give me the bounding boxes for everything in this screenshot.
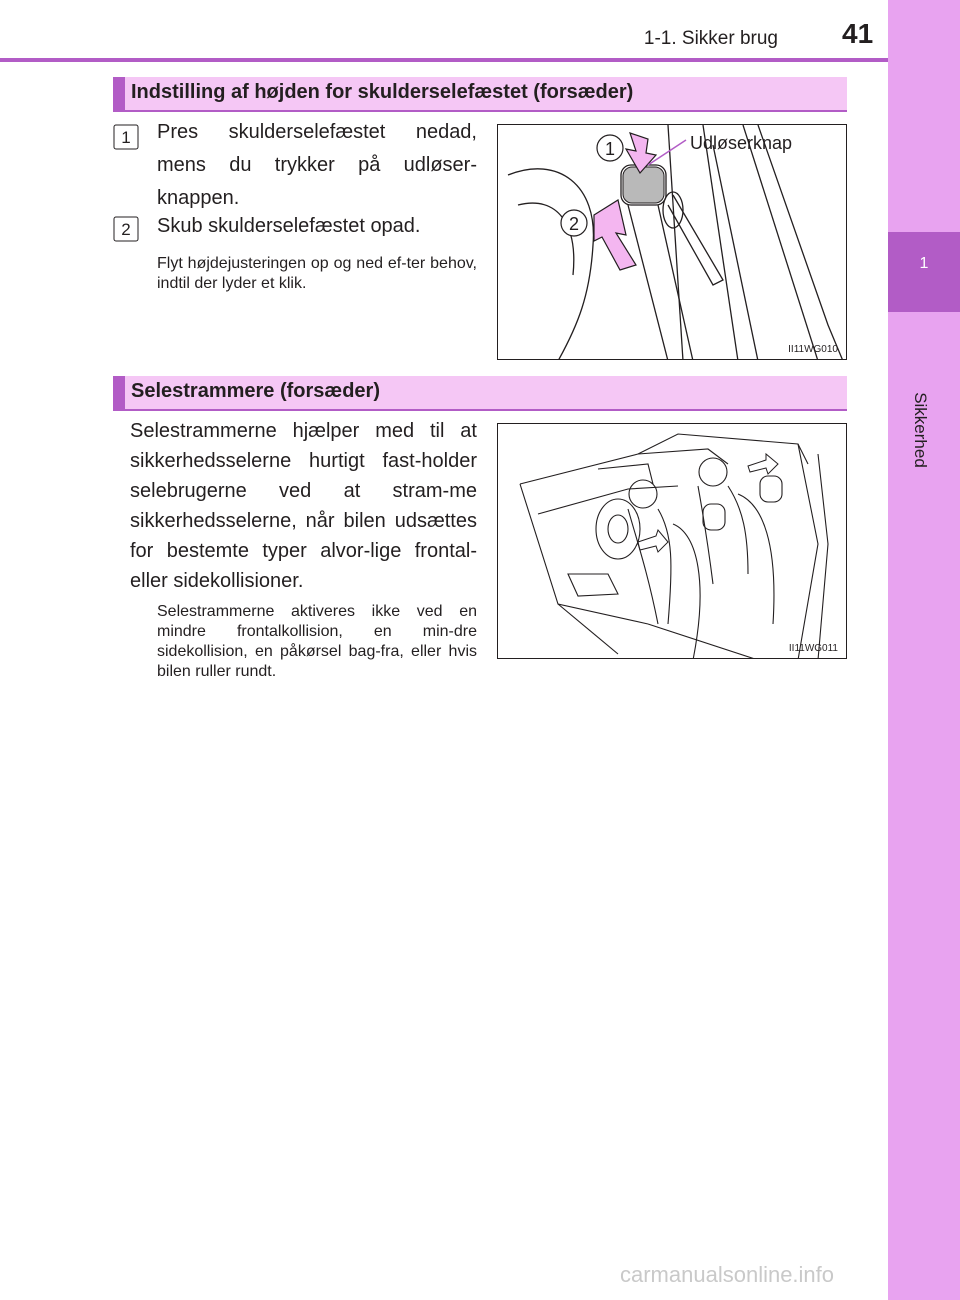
- chapter-label: Sikkerhed: [911, 392, 930, 468]
- figure-code: II11WG011: [788, 643, 838, 654]
- chapter-label-wrap: [908, 372, 932, 492]
- section2-note: Selestrammerne aktiveres ikke ved en mindre frontalkollision, en min-dre sidekollision, en påkørsel bag-fra, eller hvis bilen ruller rundt.: [157, 603, 477, 680]
- figure-code: II11WG010: [788, 344, 838, 355]
- svg-text:2: 2: [121, 220, 131, 239]
- page-number: 41: [842, 18, 874, 49]
- release-button-callout: Udløserknap: [690, 133, 793, 153]
- shoulder-anchor-illustration: [498, 125, 847, 360]
- figure-marker-1: 1: [604, 139, 616, 159]
- step-number-1: [113, 124, 139, 150]
- section2-body: Selestrammerne hjælper med til at sikkerhedsselerne hurtigt fast-holder selebrugerne ved at stram-me sikkerhedsselerne, når bilen udsættes for bestemte typer alvor-lige frontal- eller sidekollisioner.: [130, 420, 477, 592]
- step-1-text: Pres skulderselefæstet nedad, mens du trykker på udløser-knappen.: [157, 121, 477, 209]
- section1-note: Flyt højdejusteringen op og ned ef-ter behov, indtil der lyder et klik.: [157, 255, 477, 292]
- step-2-text: Skub skulderselefæstet opad.: [157, 215, 421, 237]
- running-header: 1-1. Sikker brug: [643, 28, 778, 49]
- section-heading-text: Indstilling af højden for skulderselefæstet (forsæder): [131, 81, 634, 103]
- section-heading-text: Selestrammere (forsæder): [131, 380, 380, 402]
- header-rule: [0, 58, 888, 62]
- svg-text:1: 1: [121, 128, 131, 147]
- chapter-sidebar: [888, 0, 960, 1300]
- chapter-number: 1: [919, 255, 929, 272]
- figure-shoulder-anchor: [497, 124, 847, 360]
- figure-pretensioners: [497, 423, 847, 659]
- figure-marker-2: 2: [568, 214, 580, 234]
- section-heading-shoulder-anchor: [113, 77, 847, 110]
- car-interior-illustration: [498, 424, 847, 659]
- section-heading-pretensioners: [113, 376, 847, 409]
- watermark: carmanualsonline.info: [620, 1262, 835, 1287]
- step-number-2: [113, 216, 139, 242]
